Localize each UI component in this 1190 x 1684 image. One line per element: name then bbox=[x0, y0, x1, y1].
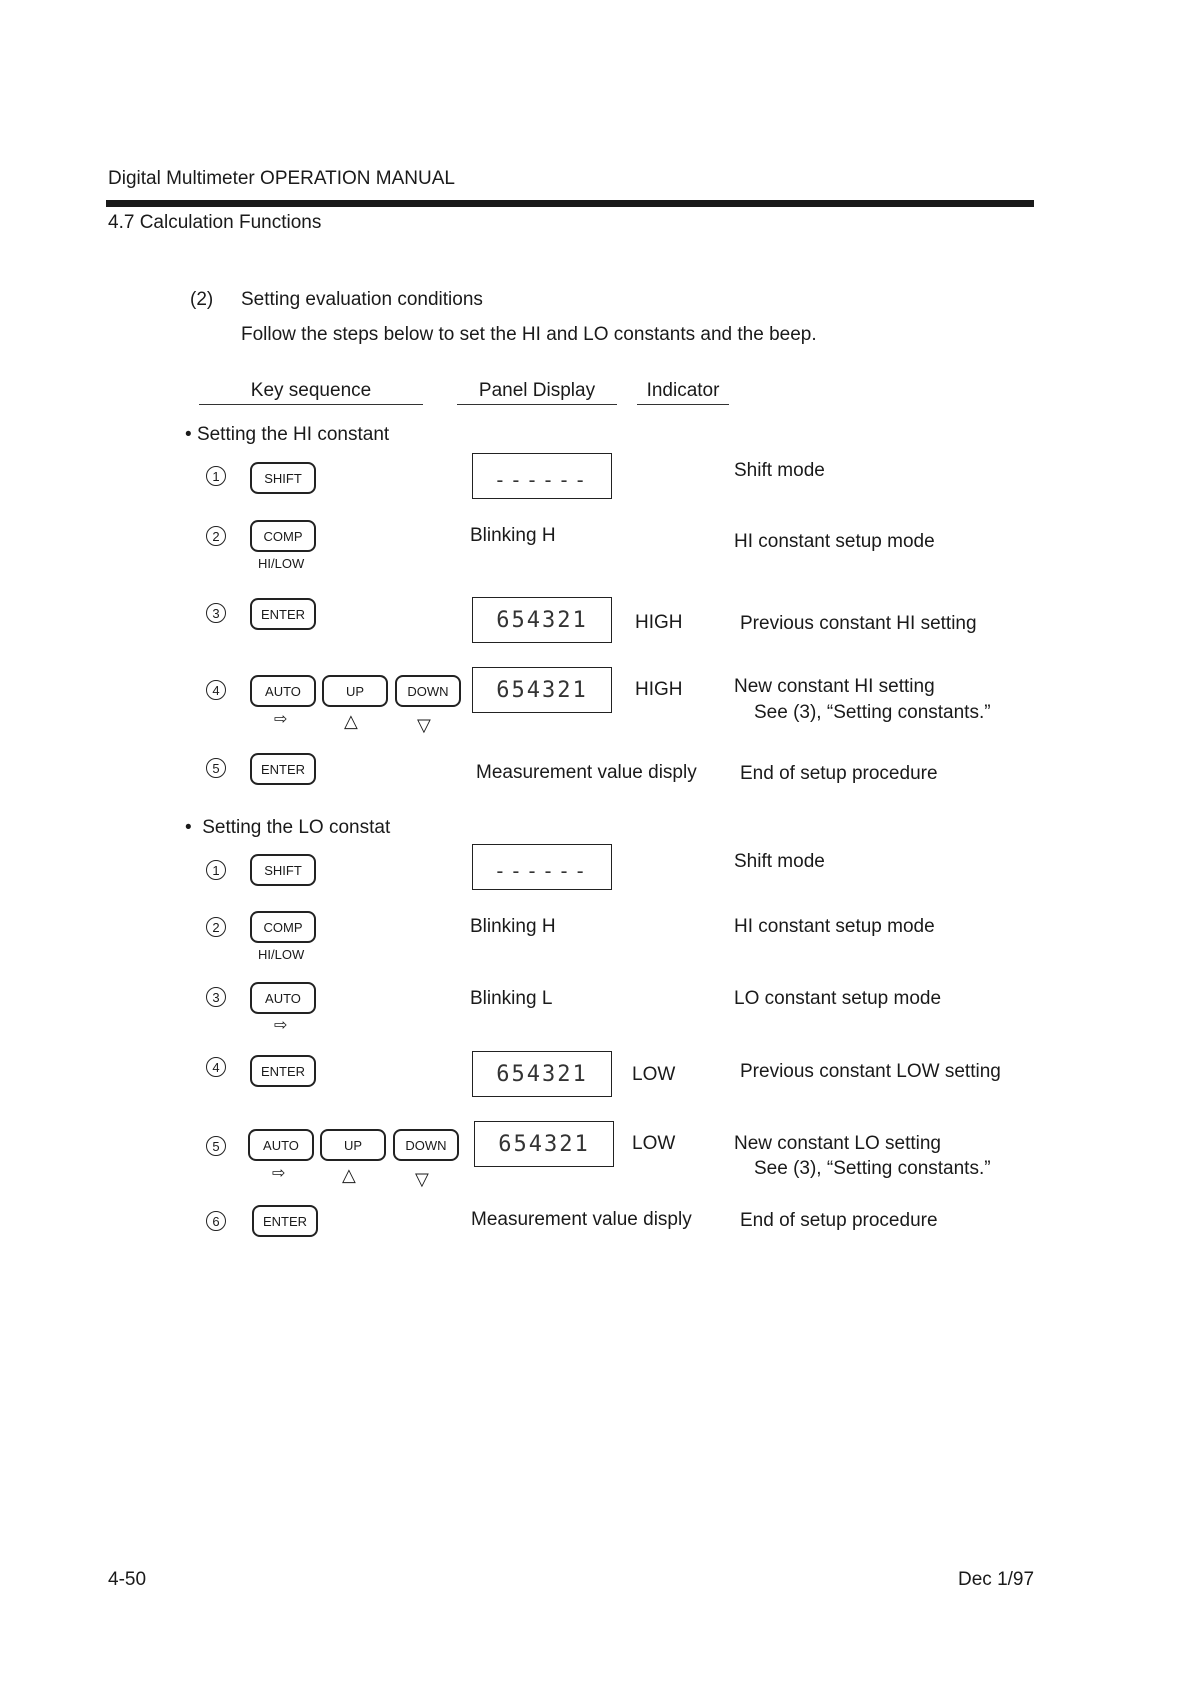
indicator-text: LOW bbox=[632, 1064, 676, 1085]
panel-display: ------ bbox=[472, 453, 612, 499]
step-description: Previous constant HI setting bbox=[740, 613, 977, 634]
step-description: LO constant setup mode bbox=[734, 988, 942, 1009]
up-key[interactable]: UP bbox=[322, 675, 388, 707]
panel-display: 654321 bbox=[474, 1121, 614, 1167]
intro-number: (2) bbox=[190, 289, 214, 310]
up-triangle-icon: △ bbox=[342, 1165, 356, 1185]
step-description: Shift mode bbox=[734, 851, 825, 872]
step-number: 5 bbox=[206, 758, 226, 778]
column-header-key-sequence: Key sequence bbox=[199, 380, 423, 405]
step-number: 3 bbox=[206, 987, 226, 1007]
panel-display-text: Measurement value disply bbox=[476, 762, 697, 783]
hi-section-title-text: Setting the HI constant bbox=[196, 424, 390, 445]
step-description: End of setup procedure bbox=[740, 763, 938, 784]
comp-key[interactable]: COMP bbox=[250, 520, 316, 552]
up-key[interactable]: UP bbox=[320, 1129, 386, 1161]
right-arrow-icon: ⇨ bbox=[274, 1017, 288, 1034]
shift-key[interactable]: SHIFT bbox=[250, 462, 316, 494]
column-header-indicator: Indicator bbox=[637, 380, 729, 405]
comp-key-sublabel: HI/LOW bbox=[258, 947, 305, 962]
enter-key[interactable]: ENTER bbox=[250, 1055, 316, 1087]
indicator-text: LOW bbox=[632, 1133, 676, 1154]
step-number: 3 bbox=[206, 603, 226, 623]
panel-display-text: Blinking H bbox=[470, 916, 556, 937]
indicator-text: HIGH bbox=[635, 612, 683, 633]
down-triangle-icon: ▽ bbox=[417, 715, 431, 735]
panel-display-text: Blinking L bbox=[470, 988, 553, 1009]
auto-key[interactable]: AUTO bbox=[250, 982, 316, 1014]
intro-heading: Setting evaluation conditions bbox=[241, 289, 483, 310]
up-triangle-icon: △ bbox=[344, 711, 358, 731]
step-number: 4 bbox=[206, 1057, 226, 1077]
step-description: Previous constant LOW setting bbox=[740, 1061, 1001, 1082]
enter-key[interactable]: ENTER bbox=[250, 598, 316, 630]
auto-key[interactable]: AUTO bbox=[250, 675, 316, 707]
document-title: Digital Multimeter OPERATION MANUAL bbox=[108, 168, 455, 189]
step-description: New constant LO setting bbox=[734, 1133, 941, 1154]
auto-key[interactable]: AUTO bbox=[248, 1129, 314, 1161]
right-arrow-icon: ⇨ bbox=[274, 711, 288, 728]
step-description-note: See (3), “Setting constants.” bbox=[754, 1158, 991, 1179]
page-number: 4-50 bbox=[108, 1569, 147, 1590]
down-triangle-icon: ▽ bbox=[415, 1169, 429, 1189]
step-number: 5 bbox=[206, 1136, 226, 1156]
header-rule bbox=[106, 200, 1034, 207]
indicator-text: HIGH bbox=[635, 679, 683, 700]
panel-display-text: Measurement value disply bbox=[471, 1209, 692, 1230]
step-description: End of setup procedure bbox=[740, 1210, 938, 1231]
shift-key[interactable]: SHIFT bbox=[250, 854, 316, 886]
column-header-panel-display: Panel Display bbox=[457, 380, 617, 405]
step-description: HI constant setup mode bbox=[734, 531, 935, 552]
revision-date: Dec 1/97 bbox=[958, 1569, 1035, 1590]
panel-display: ------ bbox=[472, 844, 612, 890]
right-arrow-icon: ⇨ bbox=[272, 1165, 286, 1182]
step-number: 2 bbox=[206, 917, 226, 937]
panel-display: 654321 bbox=[472, 1051, 612, 1097]
step-number: 4 bbox=[206, 680, 226, 700]
hi-section-title: • Setting the HI constant bbox=[185, 424, 390, 445]
down-key[interactable]: DOWN bbox=[393, 1129, 459, 1161]
step-number: 1 bbox=[206, 466, 226, 486]
step-number: 6 bbox=[206, 1211, 226, 1231]
panel-display: 654321 bbox=[472, 597, 612, 643]
step-description: New constant HI setting bbox=[734, 676, 935, 697]
section-title: 4.7 Calculation Functions bbox=[108, 212, 322, 233]
comp-key[interactable]: COMP bbox=[250, 911, 316, 943]
lo-section-title: • Setting the LO constat bbox=[185, 817, 391, 838]
down-key[interactable]: DOWN bbox=[395, 675, 461, 707]
intro-text: Follow the steps below to set the HI and LO constants and the beep. bbox=[241, 324, 817, 345]
step-number: 1 bbox=[206, 860, 226, 880]
step-description-note: See (3), “Setting constants.” bbox=[754, 702, 991, 723]
panel-display-text: Blinking H bbox=[470, 525, 556, 546]
step-description: HI constant setup mode bbox=[734, 916, 935, 937]
enter-key[interactable]: ENTER bbox=[252, 1205, 318, 1237]
comp-key-sublabel: HI/LOW bbox=[258, 556, 305, 571]
lo-section-title-text: Setting the LO constat bbox=[202, 817, 391, 838]
step-number: 2 bbox=[206, 526, 226, 546]
enter-key[interactable]: ENTER bbox=[250, 753, 316, 785]
step-description: Shift mode bbox=[734, 460, 825, 481]
panel-display: 654321 bbox=[472, 667, 612, 713]
